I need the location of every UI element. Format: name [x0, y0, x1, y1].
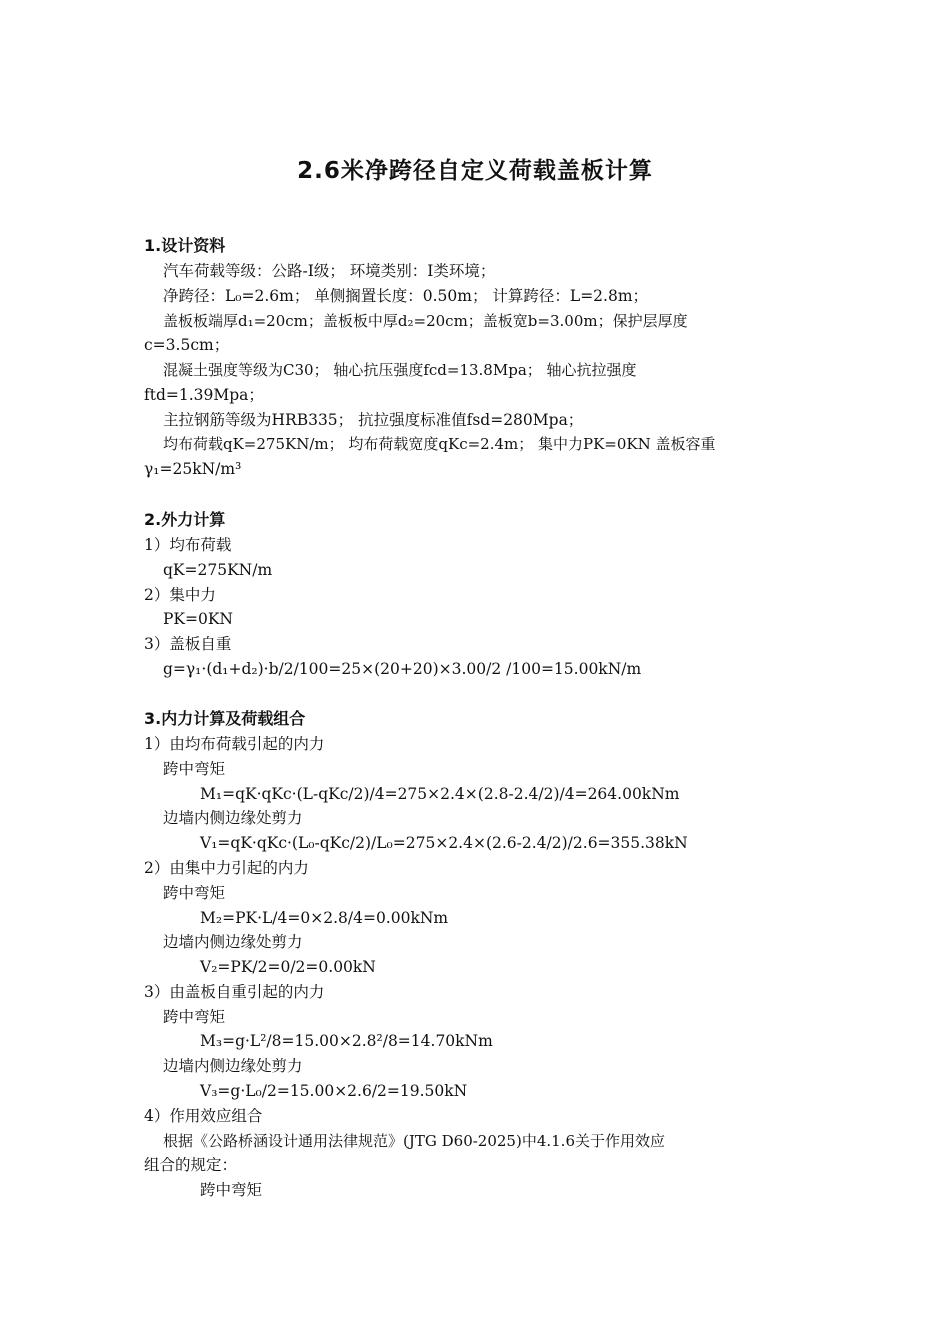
s3-line-7: 跨中弯矩	[163, 884, 226, 902]
document-title: 2.6米净跨径自定义荷载盖板计算	[297, 158, 653, 184]
s1-line-4: c=3.5cm；	[144, 336, 230, 354]
s1-line-8: 均布荷载qK=275KN/m； 均布荷载宽度qKc=2.4m； 集中力PK=0KN 盖板容重	[163, 435, 716, 453]
s3-line-13: M₃=g·L²/8=15.00×2.8²/8=14.70kNm	[200, 1032, 493, 1050]
s3-line-4: 边墙内侧边缘处剪力	[163, 809, 303, 827]
s3-line-17: 根据《公路桥涵设计通用法律规范》(JTG D60-2025)中4.1.6关于作用效应	[163, 1132, 665, 1150]
s2-line-1: 1）均布荷载	[144, 536, 232, 554]
s3-line-14: 边墙内侧边缘处剪力	[163, 1057, 303, 1075]
s1-line-2: 净跨径：L₀=2.6m； 单侧搁置长度：0.50m； 计算跨径：L=2.8m；	[163, 287, 649, 305]
s3-line-16: 4）作用效应组合	[144, 1107, 263, 1125]
s2-line-2: qK=275KN/m	[163, 561, 273, 579]
s3-line-8: M₂=PK·L/4=0×2.8/4=0.00kNm	[200, 909, 449, 927]
s2-line-6: g=γ₁·(d₁+d₂)·b/2/100=25×(20+20)×3.00/2 /100=15.00kN/m	[163, 660, 642, 678]
s3-line-18: 组合的规定：	[144, 1156, 238, 1174]
section-1-heading: 1.设计资料	[144, 236, 226, 255]
s3-line-2: 跨中弯矩	[163, 760, 226, 778]
s3-line-3: M₁=qK·qKc·(L-qKc/2)/4=275×2.4×(2.8-2.4/2)/4=264.00kNm	[200, 785, 680, 803]
s3-line-19: 跨中弯矩	[200, 1181, 263, 1199]
s2-line-3: 2）集中力	[144, 586, 216, 604]
s2-line-5: 3）盖板自重	[144, 635, 232, 653]
s3-line-11: 3）由盖板自重引起的内力	[144, 983, 325, 1001]
s1-line-5: 混凝土强度等级为C30； 轴心抗压强度fcd=13.8Mpa； 轴心抗拉强度	[163, 361, 637, 379]
s3-line-9: 边墙内侧边缘处剪力	[163, 933, 303, 951]
section-2-heading: 2.外力计算	[144, 510, 226, 529]
s3-line-1: 1）由均布荷载引起的内力	[144, 735, 325, 753]
s1-line-1: 汽车荷载等级：公路-I级； 环境类别：I类环境；	[163, 262, 496, 280]
s1-line-9: γ₁=25kN/m³	[144, 460, 242, 478]
s2-line-4: PK=0KN	[163, 610, 233, 628]
s3-line-12: 跨中弯矩	[163, 1008, 226, 1026]
s1-line-6: ftd=1.39Mpa；	[144, 386, 264, 404]
s3-line-6: 2）由集中力引起的内力	[144, 859, 309, 877]
s1-line-7: 主拉钢筋等级为HRB335； 抗拉强度标准值fsd=280Mpa；	[163, 411, 584, 429]
s3-line-5: V₁=qK·qKc·(L₀-qKc/2)/L₀=275×2.4×(2.6-2.4/2)/2.6=355.38kN	[200, 834, 688, 852]
s3-line-10: V₂=PK/2=0/2=0.00kN	[200, 958, 376, 976]
section-3-heading: 3.内力计算及荷载组合	[144, 709, 306, 728]
s3-line-15: V₃=g·L₀/2=15.00×2.6/2=19.50kN	[200, 1082, 468, 1100]
s1-line-3: 盖板板端厚d₁=20cm；盖板板中厚d₂=20cm；盖板宽b=3.00m；保护层厚度	[163, 312, 688, 330]
